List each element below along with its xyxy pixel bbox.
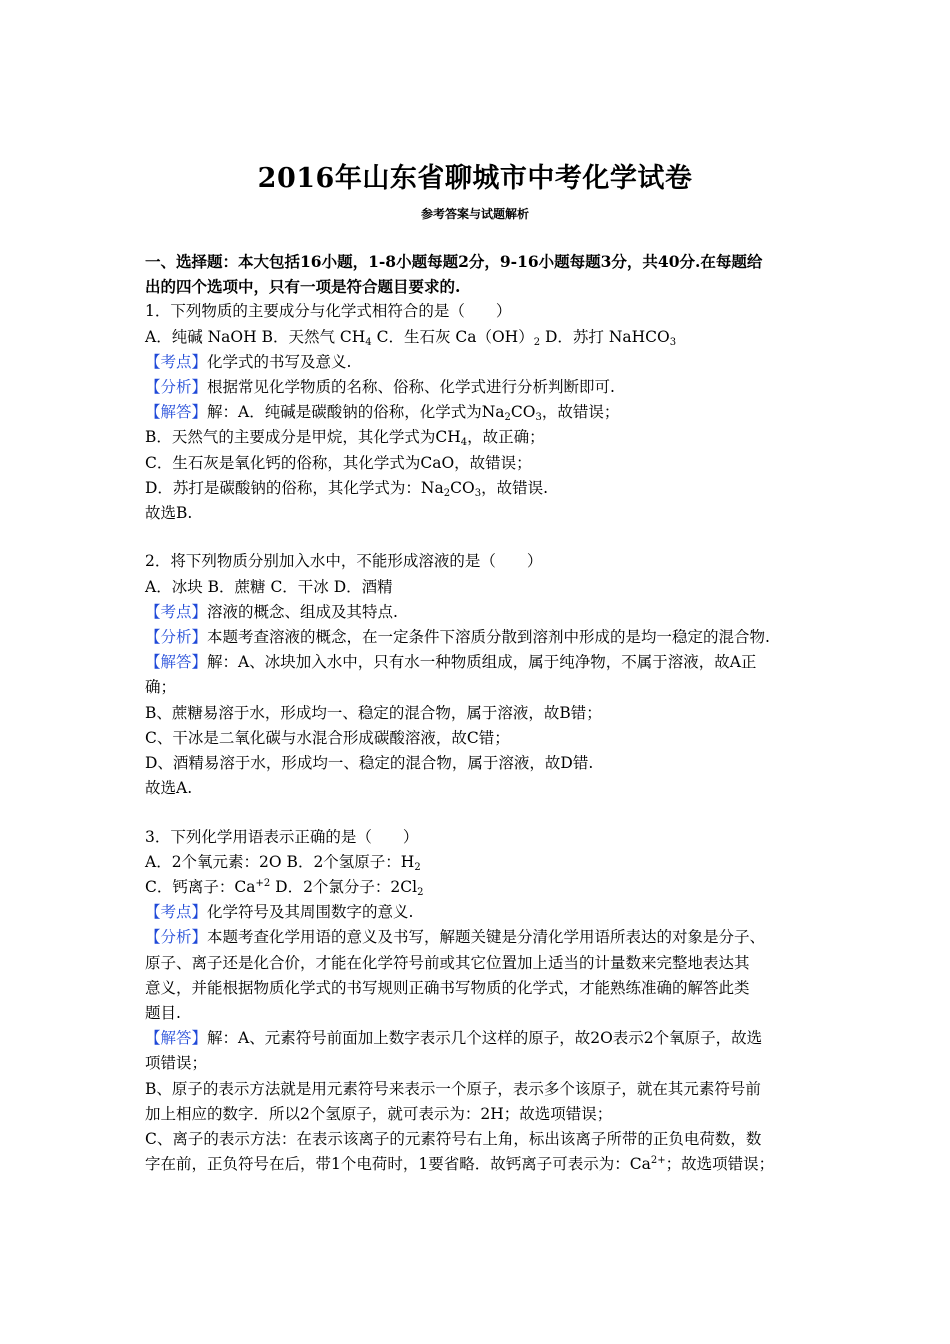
kaodian-tag: 【考点】 <box>145 903 208 922</box>
jieda-tag: 【解答】 <box>145 653 208 672</box>
spacer <box>145 526 813 549</box>
question-3-fenxi-cont: 题目. <box>145 1004 181 1023</box>
question-1-explain-c: C．生石灰是氧化钙的俗称，其化学式为CaO，故错误； <box>145 453 532 472</box>
page-subtitle: 参考答案与试题解析 <box>420 207 529 221</box>
question-3-explain-b-cont: 加上相应的数字．所以2个氢原子，就可表示为：2H；故选项错误； <box>145 1104 613 1123</box>
question-2-answer: 故选A. <box>145 779 193 798</box>
question-3-explain-c-cont: 字在前，正负符号在后，带1个电荷时，1要省略．故钙离子可表示为：$Ca^{2+}$；故选项错误； <box>145 1155 775 1174</box>
question-2-explain-b: B、蔗糖易溶于水，形成均一、稳定的混合物，属于溶液，故B错； <box>145 703 602 722</box>
page-title: 2016年山东省聊城市中考化学试卷 <box>257 163 693 194</box>
question-3-fenxi-cont: 意义，并能根据物质化学式的书写规则正确书写物质的化学式，才能熟练准确的解答此类 <box>145 978 750 997</box>
question-3-stem: 3．下列化学用语表示正确的是（ ） <box>145 827 419 846</box>
question-1-explain-b: B．天然气的主要成分是甲烷，其化学式为$CH_4$，故正确； <box>145 428 545 449</box>
question-2-jieda: 【解答】解：A、冰块加入水中，只有水一种物质组成，属于纯净物，不属于溶液，故A正 <box>145 653 757 672</box>
question-1-explain-d: D．苏打是碳酸钠的俗称，其化学式为：$Na_2CO_3$，故错误. <box>145 478 548 499</box>
jieda-tag: 【解答】 <box>145 403 208 422</box>
question-3-jieda-cont: 项错误； <box>145 1054 208 1073</box>
jieda-tag: 【解答】 <box>145 1029 208 1048</box>
fenxi-tag: 【分析】 <box>145 928 208 947</box>
fenxi-tag: 【分析】 <box>145 628 208 647</box>
question-2-kaodian: 【考点】溶液的概念、组成及其特点. <box>145 602 398 621</box>
question-3-jieda: 【解答】解：A、元素符号前面加上数字表示几个这样的原子，故2O表示2个氧原子，故选 <box>145 1029 763 1048</box>
question-3-explain-b: B、原子的表示方法就是用元素符号来表示一个原子，表示多个该原子，就在其元素符号前 <box>145 1079 761 1098</box>
question-1-kaodian: 【考点】化学式的书写及意义. <box>145 352 352 371</box>
question-1-stem: 1．下列物质的主要成分与化学式相符合的是（ ） <box>145 302 512 321</box>
question-3-kaodian: 【考点】化学符号及其周围数字的意义. <box>145 903 414 922</box>
question-2-fenxi: 【分析】本题考查溶液的概念，在一定条件下溶质分散到溶剂中形成的是均一稳定的混合物. <box>145 628 770 647</box>
kaodian-tag: 【考点】 <box>145 352 208 371</box>
question-3-fenxi-cont: 原子、离子还是化合价，才能在化学符号前或其它位置加上适当的计量数来完整地表达其 <box>145 953 750 972</box>
question-3-explain-c: C、离子的表示方法：在表示该离子的元素符号右上角，标出该离子所带的正负电荷数，数 <box>145 1129 762 1148</box>
spacer <box>145 801 813 824</box>
section-header-line: 出的四个选项中，只有一项是符合题目要求的. <box>145 277 461 297</box>
question-2-explain-d: D、酒精易溶于水，形成均一、稳定的混合物，属于溶液，故D错. <box>145 753 594 772</box>
question-3-options-ab: A．2个氧元素：2O B．2个氢原子：$H_2$ <box>145 852 421 873</box>
question-2-explain-c: C、干冰是二氧化碳与水混合形成碳酸溶液，故C错； <box>145 728 510 747</box>
question-1-answer: 故选B. <box>145 503 193 522</box>
question-2-jieda-cont: 确； <box>145 678 177 697</box>
question-1-options: A．纯碱 NaOH B．天然气 $CH_4$ C．生石灰 $Ca(OH)_2$ D．苏打 NaHCO$_3$ <box>145 327 677 348</box>
question-1-jieda: 【解答】解：A．纯碱是碳酸钠的俗称，化学式为$Na_2CO_3$，故错误； <box>145 403 620 424</box>
question-3-options-cd: C．钙离子：$Ca^{+2}$ D．2个氯分子：$2Cl_2$ <box>145 878 424 899</box>
kaodian-tag: 【考点】 <box>145 602 208 621</box>
question-3-fenxi: 【分析】本题考查化学用语的意义及书写，解题关键是分清化学用语所表达的对象是分子、 <box>145 928 766 947</box>
section-header-line: 一、选择题：本大包括16小题，1-8小题每题2分，9-16小题每题3分，共40分.在每题给 <box>145 252 763 271</box>
document-body <box>145 249 813 1177</box>
question-1-fenxi: 【分析】根据常见化学物质的名称、俗称、化学式进行分析判断即可. <box>145 377 615 396</box>
question-2-stem: 2．将下列物质分别加入水中，不能形成溶液的是（ ） <box>145 552 543 571</box>
question-2-options: A．冰块 B．蔗糖 C．干冰 D．酒精 <box>145 577 393 596</box>
fenxi-tag: 【分析】 <box>145 377 208 396</box>
